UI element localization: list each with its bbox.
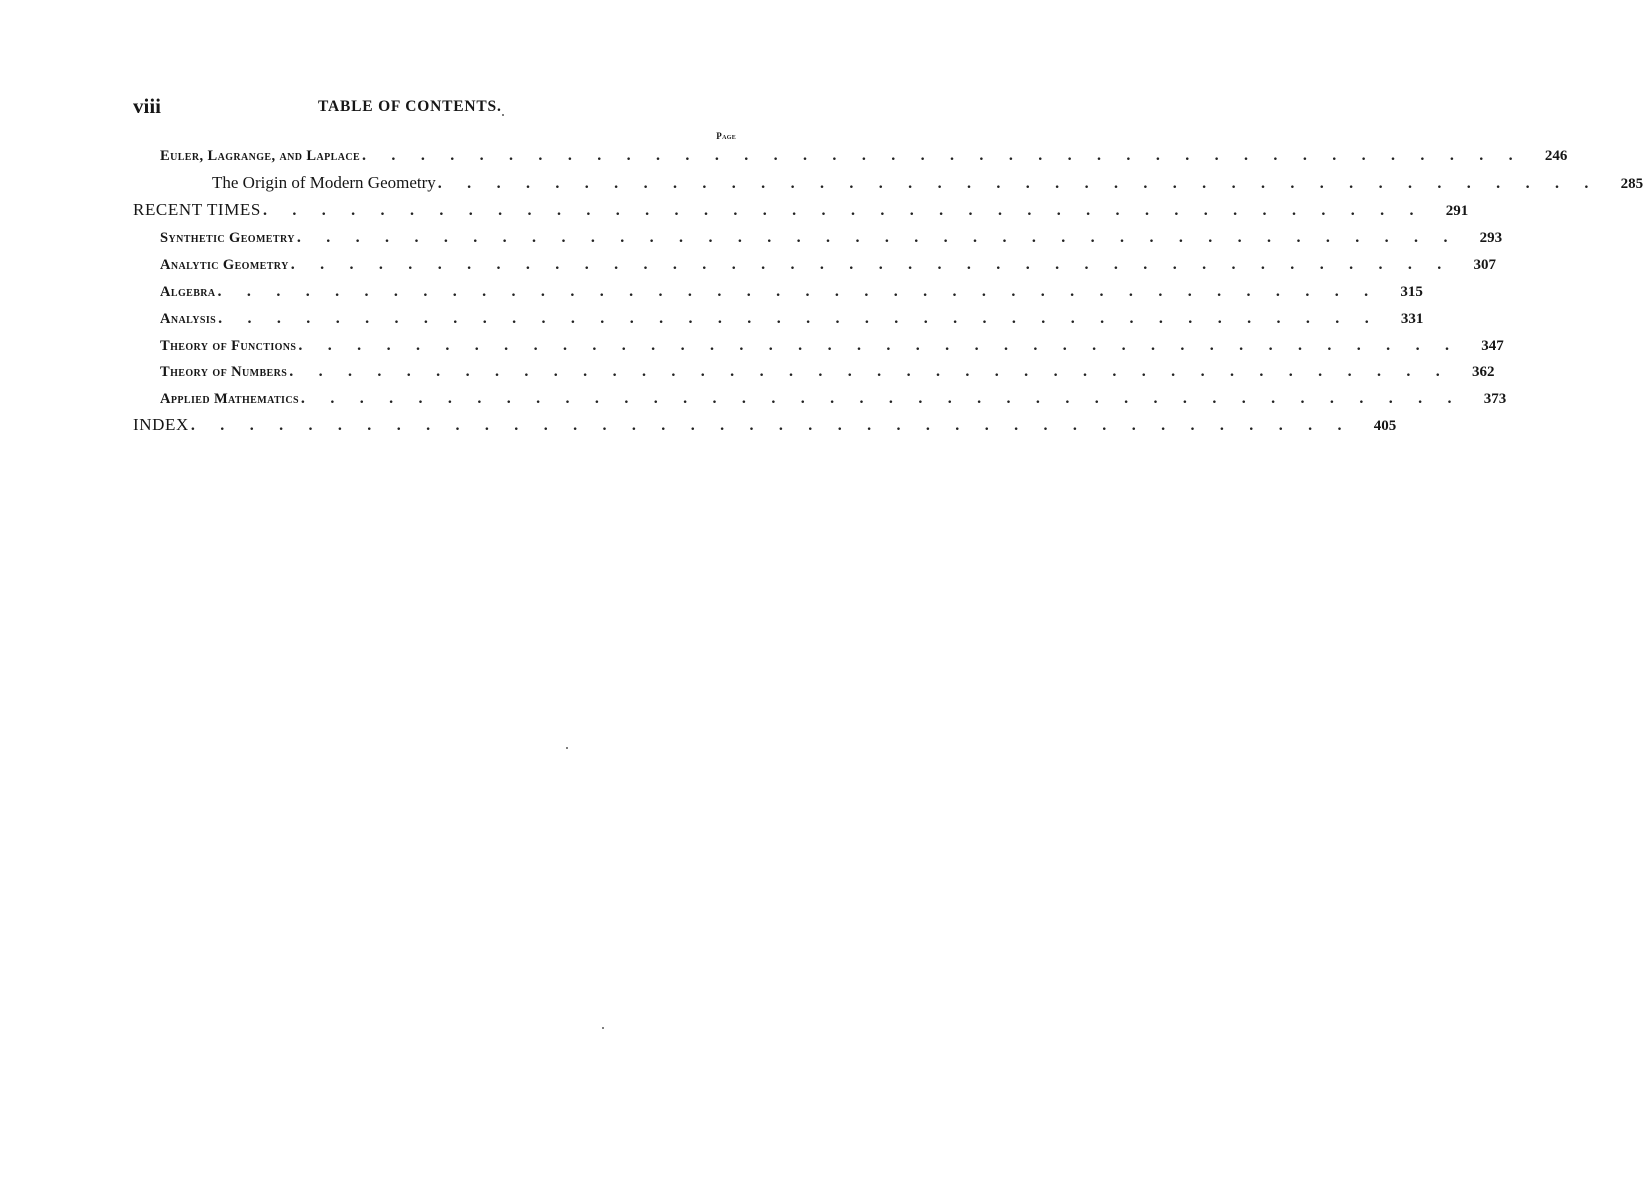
toc-entry-algebra[interactable] <box>160 280 1423 304</box>
toc-entry-title: The Origin of Modern Geometry <box>212 173 436 192</box>
toc-leader-dots: . . . . . . . . . . . . . . . . . . . . . . . . . . . . . . . . . . . . . . . . <box>300 390 1463 407</box>
toc-entry-title: RECENT TIMES <box>133 200 261 219</box>
toc-entry-page: 331 <box>1400 311 1424 327</box>
toc-entry-title: Analytic Geometry <box>160 257 289 273</box>
toc-leader-dots: . . . . . . . . . . . . . . . . . . . . . . . . . . . . . . . . . . . . . . . . <box>262 202 1425 219</box>
toc-entry-theory-of-numbers[interactable] <box>160 360 1495 384</box>
toc-entry-analytic-geometry[interactable] <box>160 253 1497 277</box>
toc-entry-euler-lagrange-laplace[interactable] <box>160 144 1568 168</box>
page-number: viii <box>133 94 162 118</box>
running-head: TABLE OF CONTENTS. <box>318 98 502 115</box>
page-column-label: Page <box>716 131 736 141</box>
toc-entry-page: 291 <box>1445 203 1469 219</box>
scan-speck <box>602 1027 604 1029</box>
toc-leader-dots: . . . . . . . . . . . . . . . . . . . . . . . . . . . . . . . . . . . . . . . . <box>298 337 1460 354</box>
toc-leader-dots: . . . . . . . . . . . . . . . . . . . . . . . . . . . . . . . . . . . . . . . . <box>362 147 1524 164</box>
toc-entry-title: Euler, Lagrange, and Laplace <box>160 148 361 164</box>
toc-entry-synthetic-geometry[interactable] <box>160 226 1503 250</box>
toc-entry-page: 315 <box>1400 284 1423 300</box>
toc-entry-page: 293 <box>1479 230 1503 246</box>
toc-entry-applied-mathematics[interactable] <box>160 387 1507 411</box>
toc-leader-dots: . . . . . . . . . . . . . . . . . . . . . . . . . . . . . . . . . . . . . . . . <box>437 175 1600 192</box>
toc-entry-origin-modern-geometry[interactable] <box>212 171 1643 195</box>
toc-entry-title: INDEX <box>133 415 189 434</box>
toc-entry-title: Algebra <box>160 284 216 300</box>
toc-entry-title: Theory of Numbers <box>160 364 288 380</box>
toc-entry-title: Analysis <box>160 311 217 327</box>
toc-entry-recent-times[interactable] <box>133 198 1469 222</box>
toc-leader-dots: . . . . . . . . . . . . . . . . . . . . . . . . . . . . . . . . . . . . . . . . <box>218 310 1380 327</box>
toc-entry-page: 347 <box>1481 338 1504 354</box>
toc-entry-title: Synthetic Geometry <box>160 230 295 246</box>
toc-entry-index[interactable] <box>133 413 1397 437</box>
toc-leader-dots: . . . . . . . . . . . . . . . . . . . . . . . . . . . . . . . . . . . . . . . . <box>190 417 1353 434</box>
toc-leader-dots: . . . . . . . . . . . . . . . . . . . . . . . . . . . . . . . . . . . . . . . . <box>290 256 1453 273</box>
toc-entry-page: 246 <box>1544 148 1568 164</box>
toc-entry-title: Theory of Functions <box>160 338 297 354</box>
toc-entry-page: 307 <box>1473 257 1497 273</box>
toc-entry-page: 373 <box>1483 391 1507 407</box>
toc-leader-dots: . . . . . . . . . . . . . . . . . . . . . . . . . . . . . . . . . . . . . . . . <box>296 229 1459 246</box>
toc-entry-theory-of-functions[interactable] <box>160 334 1504 358</box>
toc-entry-page: 405 <box>1373 418 1397 434</box>
toc-leader-dots: . . . . . . . . . . . . . . . . . . . . . . . . . . . . . . . . . . . . . . . . <box>289 363 1451 380</box>
scan-speck <box>502 114 504 116</box>
toc-entry-analysis[interactable] <box>160 307 1424 331</box>
scan-speck <box>566 747 568 749</box>
toc-entry-page: 285 <box>1620 176 1643 192</box>
toc-leader-dots: . . . . . . . . . . . . . . . . . . . . . . . . . . . . . . . . . . . . . . . . <box>217 283 1379 300</box>
toc-entry-title: Applied Mathematics <box>160 391 299 407</box>
toc-entry-page: 362 <box>1472 364 1495 380</box>
